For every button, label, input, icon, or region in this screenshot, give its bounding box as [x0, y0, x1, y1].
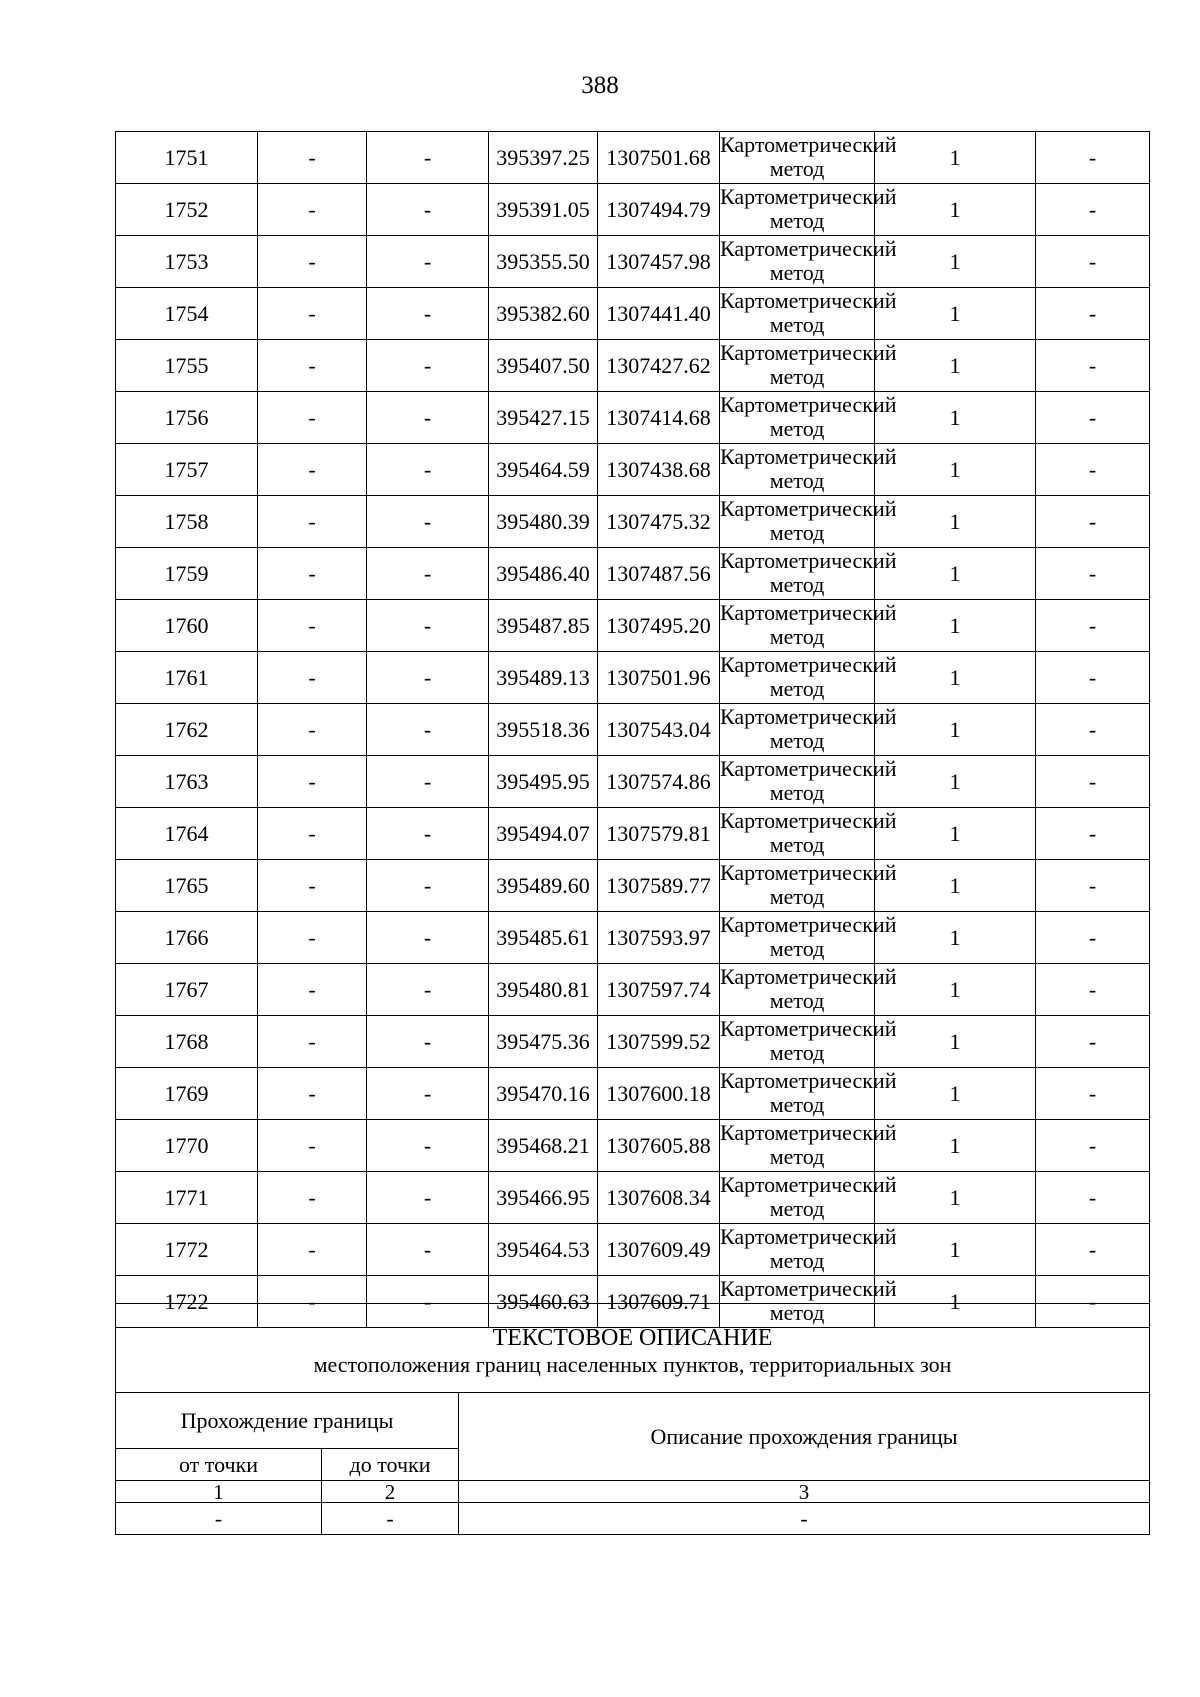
table-row: [116, 1068, 1150, 1120]
from-point-cell: -: [116, 1503, 322, 1535]
old-x-cell: -: [258, 1224, 367, 1276]
x-coordinate-cell: 395466.95: [489, 1172, 598, 1224]
precision-cell: 1: [875, 132, 1036, 184]
old-x-cell: -: [258, 184, 367, 236]
x-coordinate-cell: 395464.53: [489, 1224, 598, 1276]
old-x-cell: -: [258, 912, 367, 964]
description-cell: -: [1036, 964, 1150, 1016]
old-x-cell: -: [258, 704, 367, 756]
x-coordinate-cell: 395494.07: [489, 808, 598, 860]
old-y-cell: -: [367, 236, 489, 288]
table-row: [116, 1172, 1150, 1224]
point-number-cell: 1768: [116, 1016, 258, 1068]
method-cell: [720, 132, 897, 184]
old-x-cell: -: [258, 496, 367, 548]
y-coordinate-cell: 1307599.52: [598, 1016, 720, 1068]
method-cell: [720, 964, 897, 1016]
y-coordinate-cell: 1307574.86: [598, 756, 720, 808]
point-number-cell: 1757: [116, 444, 258, 496]
y-coordinate-cell: 1307494.79: [598, 184, 720, 236]
method-text: Картометрический метод: [720, 704, 897, 753]
y-coordinate-cell: 1307605.88: [598, 1120, 720, 1172]
coordinates-table-body: [116, 132, 1150, 1328]
table-row: [116, 756, 1150, 808]
table-row: [116, 184, 1150, 236]
description-cell: -: [1036, 912, 1150, 964]
x-coordinate-cell: 395407.50: [489, 340, 598, 392]
old-x-cell: -: [258, 392, 367, 444]
method-text: Картометрический метод: [720, 288, 897, 337]
description-cell: -: [1036, 444, 1150, 496]
point-number-cell: 1754: [116, 288, 258, 340]
precision-cell: 1: [875, 340, 1036, 392]
y-coordinate-cell: 1307609.49: [598, 1224, 720, 1276]
method-cell: [720, 288, 897, 340]
old-x-cell: -: [258, 756, 367, 808]
method-text: Картометрический метод: [720, 964, 897, 1013]
y-coordinate-cell: 1307457.98: [598, 236, 720, 288]
old-y-cell: -: [367, 860, 489, 912]
y-coordinate-cell: 1307593.97: [598, 912, 720, 964]
y-coordinate-cell: 1307597.74: [598, 964, 720, 1016]
precision-cell: 1: [875, 1224, 1036, 1276]
description-cell: -: [1036, 1276, 1150, 1328]
point-number-cell: 1769: [116, 1068, 258, 1120]
point-number-cell: 1765: [116, 860, 258, 912]
coordinates-table: [115, 131, 1150, 1328]
precision-cell: 1: [875, 912, 1036, 964]
old-y-cell: -: [367, 704, 489, 756]
method-cell: [720, 1068, 897, 1120]
y-coordinate-cell: 1307589.77: [598, 860, 720, 912]
x-coordinate-cell: 395489.60: [489, 860, 598, 912]
precision-cell: 1: [875, 652, 1036, 704]
old-y-cell: -: [367, 132, 489, 184]
method-text: Картометрический метод: [720, 392, 897, 441]
old-x-cell: -: [258, 548, 367, 600]
y-coordinate-cell: 1307608.34: [598, 1172, 720, 1224]
method-cell: [720, 808, 897, 860]
description-cell: -: [1036, 652, 1150, 704]
old-y-cell: -: [367, 912, 489, 964]
description-cell: -: [1036, 756, 1150, 808]
old-y-cell: -: [367, 548, 489, 600]
precision-cell: 1: [875, 392, 1036, 444]
table-row: [116, 1016, 1150, 1068]
precision-cell: 1: [875, 548, 1036, 600]
table-row: [116, 236, 1150, 288]
y-coordinate-cell: 1307427.62: [598, 340, 720, 392]
method-cell: [720, 1016, 897, 1068]
old-x-cell: -: [258, 600, 367, 652]
old-y-cell: -: [367, 1016, 489, 1068]
description-cell: -: [1036, 236, 1150, 288]
description-title: ТЕКСТОВОЕ ОПИСАНИЕ: [492, 1325, 773, 1351]
x-coordinate-cell: 395487.85: [489, 600, 598, 652]
old-x-cell: -: [258, 860, 367, 912]
old-x-cell: -: [258, 1068, 367, 1120]
method-text: Картометрический метод: [720, 340, 897, 389]
old-x-cell: -: [258, 340, 367, 392]
old-x-cell: -: [258, 236, 367, 288]
method-cell: [720, 704, 897, 756]
y-coordinate-cell: 1307438.68: [598, 444, 720, 496]
point-number-cell: 1771: [116, 1172, 258, 1224]
table-row: [116, 808, 1150, 860]
method-text: Картометрический метод: [720, 1068, 897, 1117]
method-cell: [720, 1224, 897, 1276]
method-cell: [720, 912, 897, 964]
x-coordinate-cell: 395397.25: [489, 132, 598, 184]
precision-cell: 1: [875, 1172, 1036, 1224]
old-y-cell: -: [367, 1172, 489, 1224]
method-text: Картометрический метод: [720, 184, 897, 233]
old-y-cell: -: [367, 652, 489, 704]
description-cell: -: [1036, 600, 1150, 652]
y-coordinate-cell: 1307475.32: [598, 496, 720, 548]
boundary-description-table: [115, 1303, 1150, 1535]
method-text: Картометрический метод: [720, 496, 897, 545]
table-row: [116, 288, 1150, 340]
method-cell: [720, 444, 897, 496]
point-number-cell: 1770: [116, 1120, 258, 1172]
old-x-cell: -: [258, 1276, 367, 1328]
point-number-cell: 1762: [116, 704, 258, 756]
old-x-cell: -: [258, 1172, 367, 1224]
point-number-cell: 1753: [116, 236, 258, 288]
description-cell: -: [1036, 496, 1150, 548]
method-cell: [720, 1120, 897, 1172]
column-number-2: 2: [322, 1481, 459, 1503]
y-coordinate-cell: 1307501.68: [598, 132, 720, 184]
method-text: Картометрический метод: [720, 756, 897, 805]
point-number-cell: 1761: [116, 652, 258, 704]
old-y-cell: -: [367, 392, 489, 444]
description-subtitle: местоположения границ населенных пунктов, территориальных зон: [313, 1352, 952, 1377]
description-cell: -: [1036, 1016, 1150, 1068]
x-coordinate-cell: 395480.39: [489, 496, 598, 548]
description-cell: -: [1036, 1068, 1150, 1120]
old-y-cell: -: [367, 756, 489, 808]
old-x-cell: -: [258, 444, 367, 496]
method-cell: [720, 860, 897, 912]
point-number-cell: 1772: [116, 1224, 258, 1276]
point-number-cell: 1758: [116, 496, 258, 548]
old-x-cell: -: [258, 808, 367, 860]
description-header: Описание прохождения границы: [459, 1393, 1150, 1481]
description-heading-cell: [116, 1304, 1150, 1393]
x-coordinate-cell: 395518.36: [489, 704, 598, 756]
old-y-cell: -: [367, 496, 489, 548]
y-coordinate-cell: 1307600.18: [598, 1068, 720, 1120]
x-coordinate-cell: 395489.13: [489, 652, 598, 704]
method-cell: [720, 496, 897, 548]
method-text: Картометрический метод: [720, 1172, 897, 1221]
point-number-cell: 1759: [116, 548, 258, 600]
old-y-cell: -: [367, 1068, 489, 1120]
from-point-header: от точки: [116, 1449, 322, 1481]
x-coordinate-cell: 395486.40: [489, 548, 598, 600]
x-coordinate-cell: 395468.21: [489, 1120, 598, 1172]
x-coordinate-cell: 395485.61: [489, 912, 598, 964]
x-coordinate-cell: 395464.59: [489, 444, 598, 496]
old-y-cell: -: [367, 964, 489, 1016]
description-cell: -: [1036, 392, 1150, 444]
passage-header: Прохождение границы: [116, 1393, 459, 1449]
x-coordinate-cell: 395475.36: [489, 1016, 598, 1068]
method-text: Картометрический метод: [720, 548, 897, 597]
table-row: [116, 912, 1150, 964]
description-cell: -: [1036, 704, 1150, 756]
y-coordinate-cell: 1307609.71: [598, 1276, 720, 1328]
y-coordinate-cell: 1307495.20: [598, 600, 720, 652]
precision-cell: 1: [875, 1068, 1036, 1120]
precision-cell: 1: [875, 600, 1036, 652]
precision-cell: 1: [875, 704, 1036, 756]
table-row: [116, 600, 1150, 652]
table-row: [116, 964, 1150, 1016]
description-cell: -: [1036, 860, 1150, 912]
table-row: [116, 444, 1150, 496]
precision-cell: 1: [875, 184, 1036, 236]
method-cell: [720, 236, 897, 288]
old-y-cell: -: [367, 288, 489, 340]
precision-cell: 1: [875, 1276, 1036, 1328]
old-x-cell: -: [258, 288, 367, 340]
point-number-cell: 1751: [116, 132, 258, 184]
y-coordinate-cell: 1307441.40: [598, 288, 720, 340]
old-x-cell: -: [258, 652, 367, 704]
method-text: Картометрический метод: [720, 132, 897, 181]
precision-cell: 1: [875, 964, 1036, 1016]
method-text: Картометрический метод: [720, 236, 897, 285]
description-cell: -: [1036, 1120, 1150, 1172]
to-point-header: до точки: [322, 1449, 459, 1481]
method-text: Картометрический метод: [720, 1016, 897, 1065]
x-coordinate-cell: 395495.95: [489, 756, 598, 808]
x-coordinate-cell: 395470.16: [489, 1068, 598, 1120]
method-text: Картометрический метод: [720, 860, 897, 909]
y-coordinate-cell: 1307543.04: [598, 704, 720, 756]
table-row: [116, 340, 1150, 392]
precision-cell: 1: [875, 496, 1036, 548]
column-number-3: 3: [459, 1481, 1150, 1503]
method-cell: [720, 340, 897, 392]
point-number-cell: 1756: [116, 392, 258, 444]
table-row: [116, 392, 1150, 444]
point-number-cell: 1767: [116, 964, 258, 1016]
x-coordinate-cell: 395382.60: [489, 288, 598, 340]
x-coordinate-cell: 395460.63: [489, 1276, 598, 1328]
point-number-cell: 1764: [116, 808, 258, 860]
to-point-cell: -: [322, 1503, 459, 1535]
point-number-cell: 1760: [116, 600, 258, 652]
column-number-1: 1: [116, 1481, 322, 1503]
old-y-cell: -: [367, 1224, 489, 1276]
y-coordinate-cell: 1307487.56: [598, 548, 720, 600]
method-cell: [720, 652, 897, 704]
description-cell: -: [459, 1503, 1150, 1535]
precision-cell: 1: [875, 860, 1036, 912]
description-cell: -: [1036, 1224, 1150, 1276]
method-text: Картометрический метод: [720, 1224, 897, 1273]
method-text: Картометрический метод: [720, 444, 897, 493]
x-coordinate-cell: 395355.50: [489, 236, 598, 288]
method-text: Картометрический метод: [720, 912, 897, 961]
precision-cell: 1: [875, 1016, 1036, 1068]
old-y-cell: -: [367, 340, 489, 392]
description-cell: -: [1036, 1172, 1150, 1224]
x-coordinate-cell: 395480.81: [489, 964, 598, 1016]
x-coordinate-cell: 395391.05: [489, 184, 598, 236]
method-text: Картометрический метод: [720, 1276, 897, 1325]
precision-cell: 1: [875, 288, 1036, 340]
precision-cell: 1: [875, 444, 1036, 496]
description-cell: -: [1036, 808, 1150, 860]
method-cell: [720, 756, 897, 808]
old-x-cell: -: [258, 1120, 367, 1172]
page-number: 388: [581, 72, 619, 99]
method-cell: [720, 392, 897, 444]
point-number-cell: 1752: [116, 184, 258, 236]
table-row: [116, 704, 1150, 756]
method-text: Картометрический метод: [720, 808, 897, 857]
description-cell: -: [1036, 184, 1150, 236]
y-coordinate-cell: 1307501.96: [598, 652, 720, 704]
table-row: [116, 132, 1150, 184]
method-cell: [720, 548, 897, 600]
precision-cell: 1: [875, 756, 1036, 808]
precision-cell: 1: [875, 808, 1036, 860]
description-cell: -: [1036, 340, 1150, 392]
table-row: [116, 1224, 1150, 1276]
old-y-cell: -: [367, 600, 489, 652]
method-text: Картометрический метод: [720, 1120, 897, 1169]
table-row: [116, 1120, 1150, 1172]
precision-cell: 1: [875, 236, 1036, 288]
old-y-cell: -: [367, 1276, 489, 1328]
old-x-cell: -: [258, 964, 367, 1016]
x-coordinate-cell: 395427.15: [489, 392, 598, 444]
description-cell: -: [1036, 548, 1150, 600]
description-cell: -: [1036, 132, 1150, 184]
old-y-cell: -: [367, 184, 489, 236]
table-row: [116, 548, 1150, 600]
old-y-cell: -: [367, 1120, 489, 1172]
table-row: [116, 496, 1150, 548]
description-cell: -: [1036, 288, 1150, 340]
method-cell: [720, 184, 897, 236]
method-text: Картометрический метод: [720, 600, 897, 649]
point-number-cell: 1763: [116, 756, 258, 808]
old-y-cell: -: [367, 444, 489, 496]
point-number-cell: 1722: [116, 1276, 258, 1328]
point-number-cell: 1755: [116, 340, 258, 392]
method-cell: [720, 1172, 897, 1224]
precision-cell: 1: [875, 1120, 1036, 1172]
y-coordinate-cell: 1307579.81: [598, 808, 720, 860]
point-number-cell: 1766: [116, 912, 258, 964]
method-cell: [720, 600, 897, 652]
y-coordinate-cell: 1307414.68: [598, 392, 720, 444]
old-x-cell: -: [258, 132, 367, 184]
old-y-cell: -: [367, 808, 489, 860]
method-text: Картометрический метод: [720, 652, 897, 701]
table-row: [116, 860, 1150, 912]
old-x-cell: -: [258, 1016, 367, 1068]
table-row: [116, 652, 1150, 704]
